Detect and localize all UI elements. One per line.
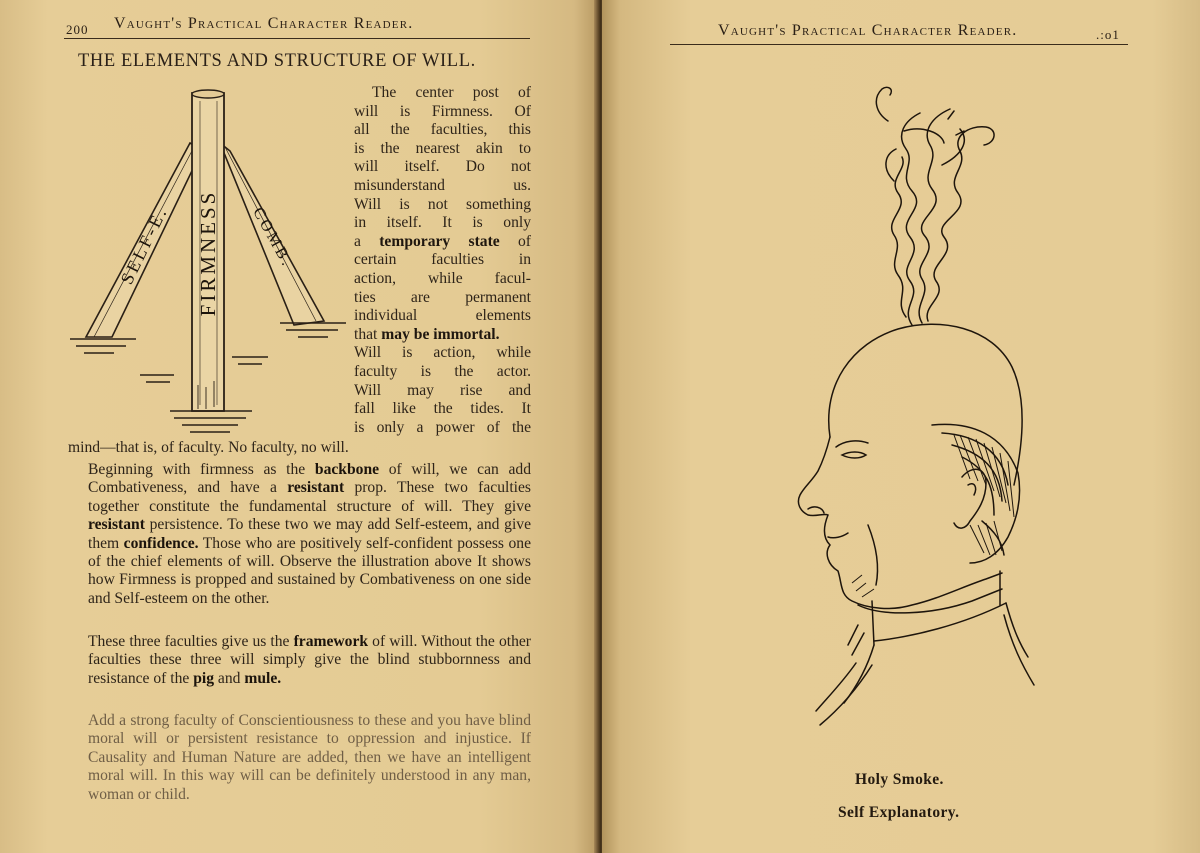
column-line: individual elements — [354, 307, 531, 325]
combativeness-label: COMB. — [249, 204, 297, 271]
column-line: Will is not something — [354, 195, 531, 213]
side-column — [354, 84, 531, 437]
column-line: ties are permanent — [354, 288, 531, 306]
page-number-right: .:o1 — [1096, 27, 1120, 42]
firmness-label: FIRMNESS — [196, 189, 220, 317]
column-line: that may be immortal. — [354, 325, 500, 343]
column-line: fall like the tides. It — [354, 400, 531, 418]
column-line: all the faculties, this — [354, 121, 531, 139]
column-line: in itself. It is only — [354, 214, 531, 232]
running-head-right: Vaught's Practical Character Reader. — [718, 22, 1018, 39]
paragraph-3: Add a strong faculty of Conscientiousness to these and you have blind moral will or persistent resistance to oppression and injustice. If Causality and Human Nature are added, then we have an intelligent moral will. In this way will can be definitely understood in any man, woman or child. — [88, 712, 531, 803]
full-width-line: mind—that is, of faculty. No faculty, no will. — [68, 439, 349, 456]
caption-self-explanatory: Self Explanatory. — [838, 804, 960, 821]
header-rule-left — [64, 38, 530, 39]
paragraph-2: These three faculties give us the framework of will. Without the other faculties these three will simply give the blind stubbornness and resistance of the pig and mule. — [88, 633, 531, 687]
column-line: misunderstand us. — [354, 176, 531, 194]
column-line: Will may rise and — [354, 381, 531, 399]
page-number-left: 200 — [66, 22, 89, 37]
left-page — [0, 0, 598, 853]
running-head-left: Vaught's Practical Character Reader. — [114, 15, 414, 32]
column-line: faculty is the actor. — [354, 362, 531, 380]
right-page — [602, 0, 1200, 853]
caption-holy-smoke: Holy Smoke. — [855, 771, 944, 788]
will-structure-illustration — [62, 85, 352, 445]
self-esteem-label: SELF-E. — [116, 202, 172, 288]
chapter-title: THE ELEMENTS AND STRUCTURE OF WILL. — [78, 51, 476, 71]
paragraph-1: Beginning with firmness as the backbone of will, we can add Combativeness, and have a resistant prop. These two faculties together constitute the fundamental structure of will. They give resistant persistence. To these two we may add Self-esteem, and give them confidence. Those who are positively self-confident possess one of the chief elements of will. Observe the illustration above It shows how Firmness is propped and sustained by Combativeness on one side and Self-esteem on the other. — [88, 461, 531, 607]
column-line: action, while facul- — [354, 269, 531, 287]
column-line: Will is action, while — [354, 344, 531, 362]
column-line: certain faculties in — [354, 251, 531, 269]
column-line: will is Firmness. Of — [354, 102, 531, 120]
column-line: a temporary state of — [354, 232, 531, 250]
header-rule-right — [670, 44, 1128, 45]
column-line: will itself. Do not — [354, 158, 531, 176]
column-line: is only a power of the — [354, 418, 531, 436]
holy-smoke-illustration — [772, 85, 1092, 735]
column-line: is the nearest akin to — [354, 139, 531, 157]
column-line: The center post of — [372, 84, 531, 101]
